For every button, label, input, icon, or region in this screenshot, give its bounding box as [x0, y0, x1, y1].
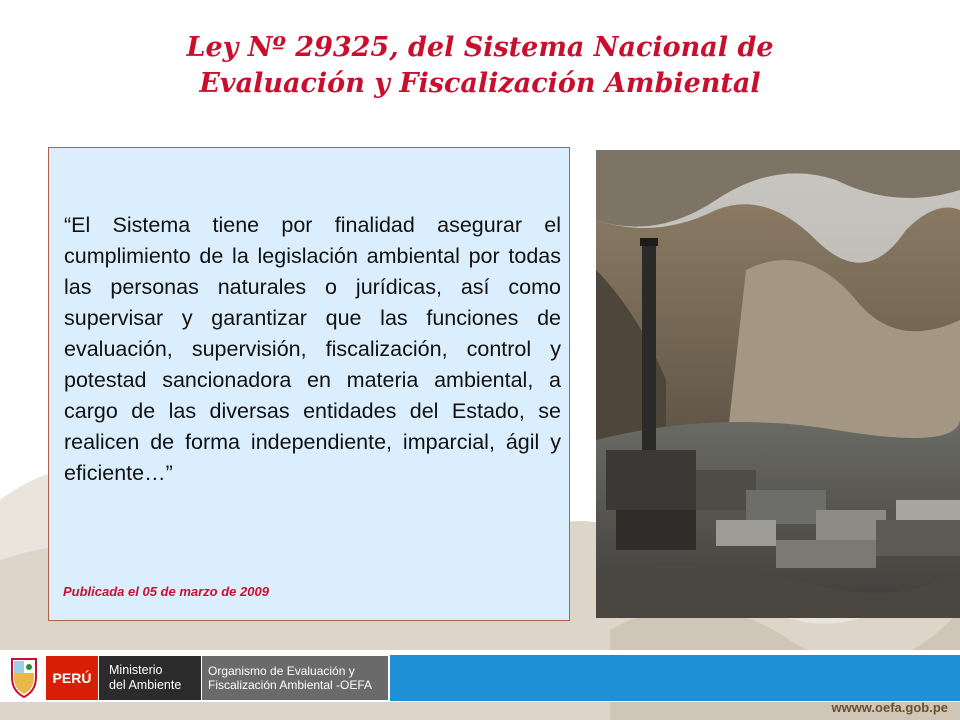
- agency-label: [202, 656, 388, 700]
- peru-label: PERÚ: [46, 656, 98, 700]
- website-link[interactable]: wwww.oefa.gob.pe: [831, 700, 948, 715]
- title-line-2: Evaluación y Fiscalización Ambiental: [199, 68, 761, 99]
- quote-text: “El Sistema tiene por finalidad asegurar el cumplimiento de la legislación ambiental por todas las personas naturales o jurídicas, así como supervisar y garantizar que las funciones de evaluación, supervisión, fiscalización, control y potestad sancionadora en materia ambiental, a cargo de las diversas entidades del Estado, se realicen de forma independiente, imparcial, ágil y eficiente…”: [64, 213, 561, 485]
- peru-coat-of-arms-icon: [8, 655, 40, 699]
- page-title: [0, 30, 960, 102]
- publication-date: Publicada el 05 de marzo de 2009: [63, 584, 269, 599]
- title-line-1: Ley Nº 29325, del Sistema Nacional de: [186, 32, 774, 63]
- quote-box: [48, 147, 570, 621]
- agency-line-2: Fiscalización Ambiental -OEFA: [208, 678, 373, 692]
- mining-town-photo: [596, 150, 960, 618]
- ministry-label: [99, 656, 201, 700]
- ministry-line-1: Ministerio: [109, 663, 163, 677]
- footer-blue-strip: [390, 655, 960, 701]
- ministry-line-2: del Ambiente: [109, 678, 182, 692]
- agency-line-1: Organismo de Evaluación y: [208, 664, 355, 678]
